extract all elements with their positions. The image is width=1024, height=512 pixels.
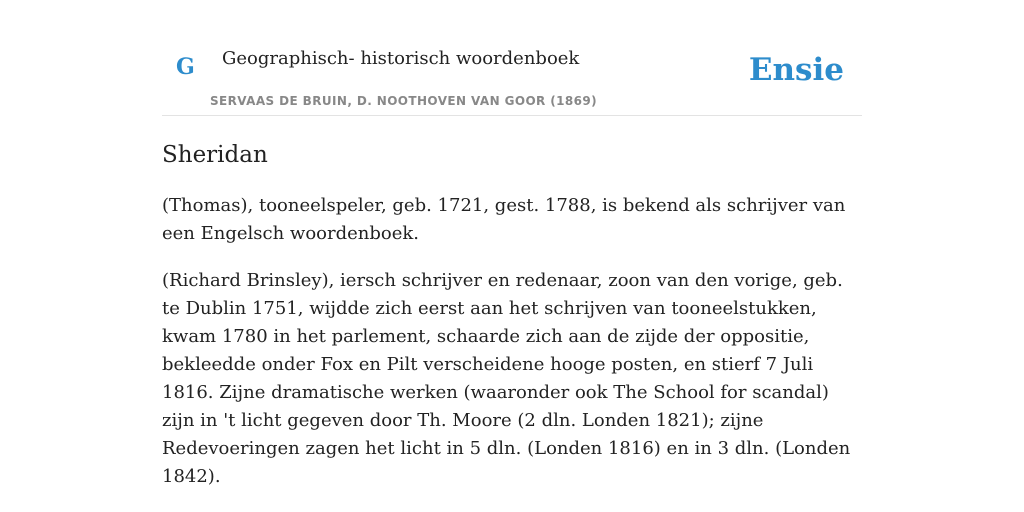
entry-paragraph: (Thomas), tooneelspeler, geb. 1721, gest. 1788, is bekend als schrijver van een Engelsch woordenboek.: [162, 195, 846, 244]
entry-paragraph: (Richard Brinsley), iersch schrijver en redenaar, zoon van den vorige, geb. te Dublin 1751, wijdde zich eerst aan het schrijven van tooneelstukken, kwam 1780 in het parlement, schaarde zich aan de zijde der oppositie, bekleedde onder Fox en Pilt verscheidene hooge posten, en stierf 7 Juli 1816. Zijne dramatische werken (waaronder ook The School for scandal) zijn in 't licht gegeven door Th. Moore (2 dln. Londen 1821); zijne Redevoeringen zagen het licht in 5 dln. (Londen 1816) en in 3 dln. (Londen 1842).: [162, 270, 851, 487]
book-authors: SERVAAS DE BRUIN, D. NOOTHOVEN VAN GOOR (1869): [210, 94, 598, 108]
book-header: [162, 40, 862, 116]
book-letter-icon[interactable]: G: [176, 54, 195, 80]
entry-body: [162, 192, 866, 510]
entry-title: Sheridan: [162, 142, 268, 168]
book-title-link[interactable]: Geographisch- historisch woordenboek: [222, 48, 580, 69]
ensie-logo-link[interactable]: Ensie: [748, 52, 844, 88]
